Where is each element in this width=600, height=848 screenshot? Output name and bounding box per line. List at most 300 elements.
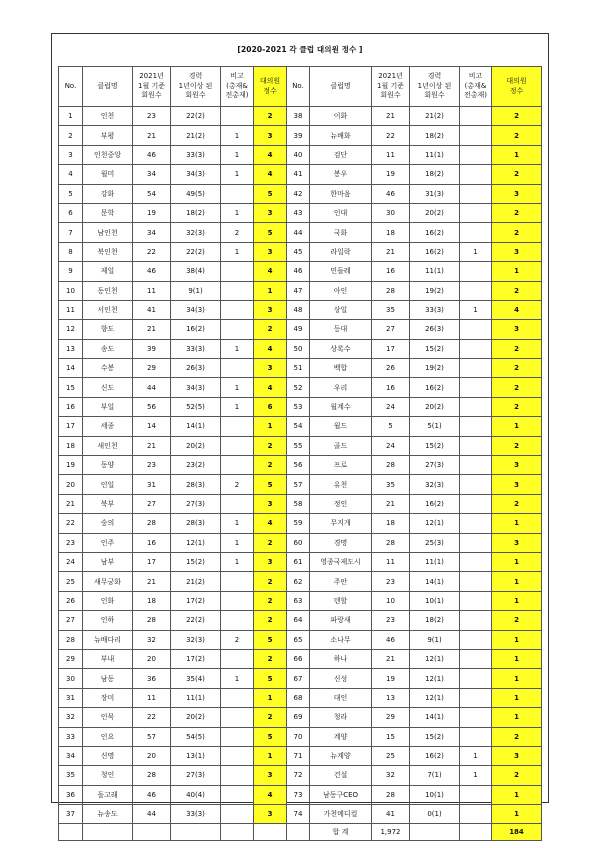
member-count-right: 22 xyxy=(372,126,410,145)
note-right xyxy=(460,107,492,126)
table-row xyxy=(59,145,542,164)
row-no: 22 xyxy=(59,514,83,533)
career-count: 34(3) xyxy=(171,300,221,319)
member-count-right: 29 xyxy=(372,708,410,727)
career-count-right: 20(2) xyxy=(410,397,460,416)
table-row xyxy=(59,766,542,785)
member-count-right: 16 xyxy=(372,378,410,397)
note xyxy=(221,746,254,765)
row-no-right: 39 xyxy=(287,126,310,145)
row-no: 36 xyxy=(59,785,83,804)
club-name: 새인천 xyxy=(83,436,133,455)
delegate-count-right: 2 xyxy=(492,727,542,746)
header-members-right: 2021년 1월 기준 회원수 xyxy=(372,67,410,107)
member-count: 21 xyxy=(133,436,171,455)
member-count: 20 xyxy=(133,746,171,765)
member-count-right: 18 xyxy=(372,514,410,533)
row-no: 33 xyxy=(59,727,83,746)
note xyxy=(221,688,254,707)
career-count: 22(2) xyxy=(171,242,221,261)
delegate-count-right: 1 xyxy=(492,805,542,824)
row-no-right: 49 xyxy=(287,320,310,339)
delegate-count-right: 3 xyxy=(492,320,542,339)
member-count-right: 23 xyxy=(372,611,410,630)
row-no: 8 xyxy=(59,242,83,261)
member-count-right: 28 xyxy=(372,785,410,804)
note-right xyxy=(460,359,492,378)
club-name: 인요 xyxy=(83,727,133,746)
row-no-right: 68 xyxy=(287,688,310,707)
delegate-count: 1 xyxy=(254,688,287,707)
career-count: 20(2) xyxy=(171,436,221,455)
delegate-count-right: 2 xyxy=(492,436,542,455)
delegate-count-right: 2 xyxy=(492,766,542,785)
member-count-right: 35 xyxy=(372,475,410,494)
row-no: 7 xyxy=(59,223,83,242)
member-count-right: 19 xyxy=(372,669,410,688)
member-count: 41 xyxy=(133,300,171,319)
club-name: 월미 xyxy=(83,165,133,184)
note-right xyxy=(460,494,492,513)
career-count: 23(2) xyxy=(171,456,221,475)
career-count: 16(2) xyxy=(171,320,221,339)
member-count: 14 xyxy=(133,417,171,436)
career-count: 33(3) xyxy=(171,145,221,164)
career-count: 35(4) xyxy=(171,669,221,688)
header-career-right: 경력 1년이상 된 회원수 xyxy=(410,67,460,107)
career-count-right: 16(2) xyxy=(410,378,460,397)
member-count-right: 15 xyxy=(372,727,410,746)
total-delegates: 184 xyxy=(492,824,542,841)
club-name-right: 아인 xyxy=(310,281,372,300)
member-count-right: 30 xyxy=(372,203,410,222)
note-right xyxy=(460,456,492,475)
note-right xyxy=(460,591,492,610)
club-name-right: 소나무 xyxy=(310,630,372,649)
header-note: 비고 (총재& 전총재) xyxy=(221,67,254,107)
career-count-right: 12(1) xyxy=(410,669,460,688)
career-count-right: 16(2) xyxy=(410,746,460,765)
delegate-count: 3 xyxy=(254,300,287,319)
row-no: 17 xyxy=(59,417,83,436)
career-count: 54(5) xyxy=(171,727,221,746)
note-right xyxy=(460,339,492,358)
career-count-right: 18(2) xyxy=(410,126,460,145)
table-row xyxy=(59,630,542,649)
delegate-count-right: 1 xyxy=(492,552,542,571)
member-count: 31 xyxy=(133,475,171,494)
club-name-right: 프로 xyxy=(310,456,372,475)
delegate-count-right: 2 xyxy=(492,126,542,145)
delegate-count: 4 xyxy=(254,785,287,804)
career-count-right: 16(2) xyxy=(410,223,460,242)
career-count: 28(3) xyxy=(171,475,221,494)
row-no: 35 xyxy=(59,766,83,785)
member-count-right: 32 xyxy=(372,766,410,785)
note xyxy=(221,184,254,203)
table-row xyxy=(59,746,542,765)
career-count-right: 10(1) xyxy=(410,591,460,610)
note-right xyxy=(460,165,492,184)
member-count-right: 24 xyxy=(372,436,410,455)
note: 2 xyxy=(221,630,254,649)
club-name-right: 주안 xyxy=(310,572,372,591)
member-count-right: 25 xyxy=(372,746,410,765)
note: 2 xyxy=(221,223,254,242)
delegate-count: 5 xyxy=(254,475,287,494)
member-count: 57 xyxy=(133,727,171,746)
note: 1 xyxy=(221,533,254,552)
table-body xyxy=(59,107,542,824)
note: 1 xyxy=(221,126,254,145)
note xyxy=(221,359,254,378)
club-name-right: 국화 xyxy=(310,223,372,242)
note: 1 xyxy=(221,165,254,184)
member-count: 11 xyxy=(133,281,171,300)
delegate-count-right: 2 xyxy=(492,611,542,630)
delegate-count: 3 xyxy=(254,766,287,785)
career-count: 40(4) xyxy=(171,785,221,804)
member-count-right: 16 xyxy=(372,262,410,281)
table-row xyxy=(59,417,542,436)
note xyxy=(221,805,254,824)
delegate-count-right: 1 xyxy=(492,514,542,533)
member-count: 46 xyxy=(133,262,171,281)
total-empty-4 xyxy=(171,824,221,841)
club-name-right: 검단 xyxy=(310,145,372,164)
career-count: 21(2) xyxy=(171,572,221,591)
row-no: 37 xyxy=(59,805,83,824)
club-name: 인천 xyxy=(83,107,133,126)
note-right xyxy=(460,572,492,591)
member-count: 32 xyxy=(133,630,171,649)
table-row xyxy=(59,126,542,145)
career-count: 52(5) xyxy=(171,397,221,416)
document-sheet xyxy=(51,33,549,837)
note xyxy=(221,456,254,475)
member-count-right: 28 xyxy=(372,281,410,300)
career-count: 34(3) xyxy=(171,165,221,184)
note xyxy=(221,107,254,126)
member-count: 17 xyxy=(133,552,171,571)
delegate-count-right: 1 xyxy=(492,649,542,668)
career-count-right: 10(1) xyxy=(410,785,460,804)
career-count-right: 11(1) xyxy=(410,552,460,571)
note xyxy=(221,494,254,513)
row-no: 20 xyxy=(59,475,83,494)
delegate-count-right: 2 xyxy=(492,397,542,416)
club-name-right: 건설 xyxy=(310,766,372,785)
member-count: 28 xyxy=(133,514,171,533)
member-count: 21 xyxy=(133,320,171,339)
career-count: 13(1) xyxy=(171,746,221,765)
note: 1 xyxy=(221,242,254,261)
table-row xyxy=(59,397,542,416)
club-name-right: 월드 xyxy=(310,417,372,436)
row-no: 31 xyxy=(59,688,83,707)
note-right xyxy=(460,145,492,164)
note: 1 xyxy=(221,514,254,533)
member-count: 11 xyxy=(133,688,171,707)
row-no-right: 66 xyxy=(287,649,310,668)
row-no: 21 xyxy=(59,494,83,513)
club-name: 청인 xyxy=(83,766,133,785)
member-count-right: 46 xyxy=(372,630,410,649)
club-name: 인천중앙 xyxy=(83,145,133,164)
row-no: 5 xyxy=(59,184,83,203)
club-name: 남동 xyxy=(83,669,133,688)
note xyxy=(221,727,254,746)
career-count: 21(2) xyxy=(171,126,221,145)
delegate-count: 3 xyxy=(254,242,287,261)
member-count-right: 13 xyxy=(372,688,410,707)
delegate-count: 2 xyxy=(254,320,287,339)
note xyxy=(221,436,254,455)
note: 1 xyxy=(221,203,254,222)
delegate-count-right: 2 xyxy=(492,165,542,184)
table-row xyxy=(59,785,542,804)
club-name: 북인천 xyxy=(83,242,133,261)
table-row xyxy=(59,281,542,300)
club-name: 신도 xyxy=(83,378,133,397)
delegate-count-right: 2 xyxy=(492,378,542,397)
table-row xyxy=(59,708,542,727)
career-count: 15(2) xyxy=(171,552,221,571)
table-row xyxy=(59,805,542,824)
career-count: 49(5) xyxy=(171,184,221,203)
delegate-count-right: 2 xyxy=(492,281,542,300)
member-count: 22 xyxy=(133,708,171,727)
row-no: 29 xyxy=(59,649,83,668)
note xyxy=(221,708,254,727)
club-name: 숭의 xyxy=(83,514,133,533)
delegate-count: 4 xyxy=(254,262,287,281)
career-count-right: 27(3) xyxy=(410,456,460,475)
club-name: 새무궁화 xyxy=(83,572,133,591)
total-empty-6 xyxy=(254,824,287,841)
career-count-right: 15(2) xyxy=(410,339,460,358)
career-count-right: 7(1) xyxy=(410,766,460,785)
note-right xyxy=(460,184,492,203)
row-no: 14 xyxy=(59,359,83,378)
row-no-right: 42 xyxy=(287,184,310,203)
delegate-count-right: 1 xyxy=(492,145,542,164)
row-no: 11 xyxy=(59,300,83,319)
table-row xyxy=(59,669,542,688)
total-empty-7 xyxy=(287,824,310,841)
row-no-right: 52 xyxy=(287,378,310,397)
career-count-right: 25(3) xyxy=(410,533,460,552)
delegate-count: 2 xyxy=(254,533,287,552)
note xyxy=(221,262,254,281)
delegate-count: 5 xyxy=(254,630,287,649)
note-right xyxy=(460,223,492,242)
table-row xyxy=(59,552,542,571)
header-row xyxy=(59,67,542,107)
row-no-right: 40 xyxy=(287,145,310,164)
club-name-right: 월계수 xyxy=(310,397,372,416)
row-no-right: 58 xyxy=(287,494,310,513)
table-row xyxy=(59,572,542,591)
row-no-right: 59 xyxy=(287,514,310,533)
row-no: 34 xyxy=(59,746,83,765)
career-count: 27(3) xyxy=(171,766,221,785)
table-row xyxy=(59,494,542,513)
club-name-right: 백합 xyxy=(310,359,372,378)
delegate-count: 4 xyxy=(254,165,287,184)
member-count-right: 21 xyxy=(372,494,410,513)
header-delegates-right: 대의원 정수 xyxy=(492,67,542,107)
table-row xyxy=(59,320,542,339)
career-count-right: 19(2) xyxy=(410,359,460,378)
club-name-right: 계양 xyxy=(310,727,372,746)
row-no-right: 45 xyxy=(287,242,310,261)
club-name: 동양 xyxy=(83,456,133,475)
row-no: 32 xyxy=(59,708,83,727)
member-count: 34 xyxy=(133,223,171,242)
club-name-right: 청라 xyxy=(310,708,372,727)
member-count: 34 xyxy=(133,165,171,184)
career-count-right: 15(2) xyxy=(410,727,460,746)
career-count-right: 21(2) xyxy=(410,107,460,126)
delegate-count-right: 3 xyxy=(492,242,542,261)
note xyxy=(221,766,254,785)
club-name-right: 상록수 xyxy=(310,339,372,358)
delegate-count: 5 xyxy=(254,727,287,746)
note-right xyxy=(460,688,492,707)
row-no: 6 xyxy=(59,203,83,222)
row-no-right: 71 xyxy=(287,746,310,765)
row-no: 25 xyxy=(59,572,83,591)
row-no-right: 65 xyxy=(287,630,310,649)
delegate-count: 6 xyxy=(254,397,287,416)
club-name: 남인천 xyxy=(83,223,133,242)
club-name-right: 남동구CEO xyxy=(310,785,372,804)
career-count: 33(3) xyxy=(171,805,221,824)
club-name-right: 유천 xyxy=(310,475,372,494)
delegate-count: 3 xyxy=(254,203,287,222)
row-no: 15 xyxy=(59,378,83,397)
note: 1 xyxy=(221,552,254,571)
delegate-count: 5 xyxy=(254,669,287,688)
career-count: 32(3) xyxy=(171,223,221,242)
career-count: 9(1) xyxy=(171,281,221,300)
member-count: 44 xyxy=(133,378,171,397)
club-name: 인일 xyxy=(83,475,133,494)
row-no-right: 72 xyxy=(287,766,310,785)
club-name-right: 파랑새 xyxy=(310,611,372,630)
club-name: 수봉 xyxy=(83,359,133,378)
club-name: 동인천 xyxy=(83,281,133,300)
club-name: 세종 xyxy=(83,417,133,436)
total-empty-2 xyxy=(83,824,133,841)
club-name-right: 이화 xyxy=(310,107,372,126)
club-name-right: 하나 xyxy=(310,649,372,668)
row-no: 12 xyxy=(59,320,83,339)
career-count: 17(2) xyxy=(171,591,221,610)
row-no-right: 70 xyxy=(287,727,310,746)
note-right xyxy=(460,805,492,824)
row-no-right: 51 xyxy=(287,359,310,378)
member-count: 23 xyxy=(133,456,171,475)
member-count-right: 21 xyxy=(372,649,410,668)
career-count-right: 12(1) xyxy=(410,688,460,707)
member-count-right: 5 xyxy=(372,417,410,436)
row-no-right: 57 xyxy=(287,475,310,494)
table-row xyxy=(59,533,542,552)
career-count-right: 5(1) xyxy=(410,417,460,436)
member-count-right: 24 xyxy=(372,397,410,416)
career-count: 12(1) xyxy=(171,533,221,552)
note xyxy=(221,281,254,300)
note: 1 xyxy=(221,339,254,358)
club-name: 장미 xyxy=(83,688,133,707)
club-name: 인주 xyxy=(83,533,133,552)
note-right xyxy=(460,649,492,668)
table-row xyxy=(59,339,542,358)
note: 1 xyxy=(221,669,254,688)
row-no-right: 54 xyxy=(287,417,310,436)
delegate-count-right: 1 xyxy=(492,688,542,707)
row-no: 18 xyxy=(59,436,83,455)
header-club-right: 클럽명 xyxy=(310,67,372,107)
header-delegates: 대의원 정수 xyxy=(254,67,287,107)
member-count-right: 10 xyxy=(372,591,410,610)
career-count-right: 12(1) xyxy=(410,514,460,533)
note: 1 xyxy=(221,397,254,416)
note-right xyxy=(460,533,492,552)
note-right xyxy=(460,611,492,630)
note: 1 xyxy=(221,145,254,164)
career-count-right: 19(2) xyxy=(410,281,460,300)
club-name-right: 뉴계양 xyxy=(310,746,372,765)
club-name: 문학 xyxy=(83,203,133,222)
career-count-right: 16(2) xyxy=(410,494,460,513)
career-count-right: 31(3) xyxy=(410,184,460,203)
delegate-count-right: 2 xyxy=(492,203,542,222)
total-empty-8 xyxy=(410,824,460,841)
note-right: 1 xyxy=(460,242,492,261)
career-count: 11(1) xyxy=(171,688,221,707)
note-right xyxy=(460,281,492,300)
delegate-count-right: 3 xyxy=(492,533,542,552)
row-no-right: 60 xyxy=(287,533,310,552)
club-name-right: 경명 xyxy=(310,533,372,552)
member-count-right: 46 xyxy=(372,184,410,203)
club-name: 서인천 xyxy=(83,300,133,319)
note-right xyxy=(460,708,492,727)
career-count-right: 15(2) xyxy=(410,436,460,455)
row-no: 23 xyxy=(59,533,83,552)
table-row xyxy=(59,688,542,707)
row-no-right: 38 xyxy=(287,107,310,126)
row-no-right: 48 xyxy=(287,300,310,319)
delegate-count: 2 xyxy=(254,456,287,475)
note-right xyxy=(460,630,492,649)
delegate-count: 2 xyxy=(254,107,287,126)
career-count-right: 11(1) xyxy=(410,262,460,281)
delegate-count-right: 1 xyxy=(492,591,542,610)
delegate-count: 4 xyxy=(254,339,287,358)
member-count: 20 xyxy=(133,649,171,668)
row-no-right: 53 xyxy=(287,397,310,416)
club-name-right: 정인 xyxy=(310,494,372,513)
row-no: 13 xyxy=(59,339,83,358)
career-count: 34(3) xyxy=(171,378,221,397)
club-name-right: 뉴배화 xyxy=(310,126,372,145)
club-name-right: 골드 xyxy=(310,436,372,455)
row-no-right: 55 xyxy=(287,436,310,455)
